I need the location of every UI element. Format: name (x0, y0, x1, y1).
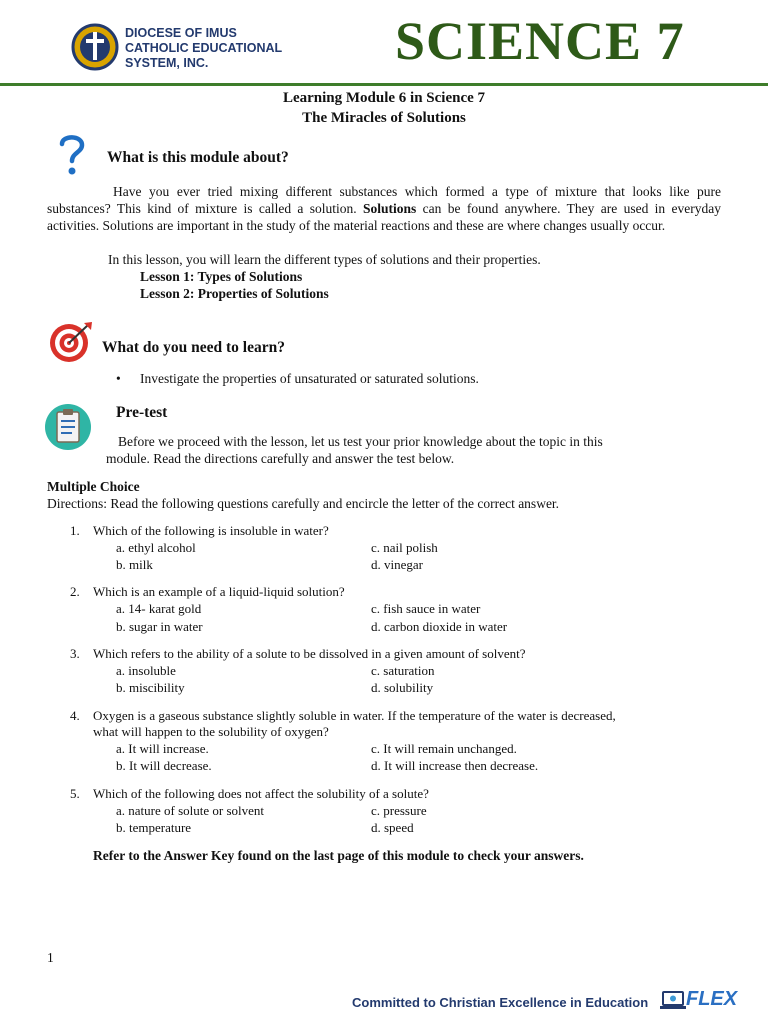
lesson-2: Lesson 2: Properties of Solutions (140, 286, 329, 301)
choice-a: a. ethyl alcohol (116, 540, 196, 555)
about-text-a: Have you ever tried mixing different substances which formed a type of mixture that looks like pure substances? This kind of mixture is called a solution. (47, 184, 721, 216)
question-number: 5. (70, 786, 80, 801)
choice-a: a. It will increase. (116, 741, 209, 756)
choice-b: b. milk (116, 557, 153, 572)
question-number: 3. (70, 646, 80, 661)
flex-logo-text: FLEX (686, 988, 738, 1010)
pretest-heading: Pre-test (116, 404, 168, 421)
question-mark-icon (58, 132, 86, 178)
org-line-1: DIOCESE OF IMUS (125, 26, 237, 40)
org-line-2: CATHOLIC EDUCATIONAL (125, 41, 283, 55)
question-text: Which of the following is insoluble in water? (93, 523, 329, 538)
org-line-3: SYSTEM, INC. (125, 56, 209, 70)
organization-name (125, 26, 282, 71)
choice-c: c. saturation (371, 663, 435, 678)
lesson-1: Lesson 1: Types of Solutions (140, 269, 303, 284)
header-divider (0, 83, 768, 86)
choice-b: b. sugar in water (116, 619, 203, 634)
diocese-seal-icon (70, 22, 120, 72)
learn-bullet: Investigate the properties of unsaturated or saturated solutions. (140, 371, 479, 386)
lesson-intro: In this lesson, you will learn the different types of solutions and their properties. (108, 252, 541, 267)
multiple-choice-label: Multiple Choice (47, 479, 140, 494)
subject-title: SCIENCE 7 (395, 11, 685, 71)
question-number: 4. (70, 708, 80, 723)
about-text-bold: Solutions (363, 201, 417, 216)
about-heading: What is this module about? (107, 149, 289, 166)
module-title: Learning Module 6 in Science 7 (282, 90, 486, 106)
choice-c: c. fish sauce in water (371, 601, 481, 616)
choice-d: d. It will increase then decrease. (371, 758, 539, 773)
question-text-continued: what will happen to the solubility of oxygen? (93, 724, 329, 739)
question-text: Which refers to the ability of a solute to be dissolved in a given amount of solvent? (93, 646, 526, 661)
choice-c: c. pressure (371, 803, 427, 818)
choice-b: b. miscibility (116, 680, 185, 695)
choice-d: d. solubility (371, 680, 434, 695)
choice-b: b. It will decrease. (116, 758, 212, 773)
question-text: Which is an example of a liquid-liquid solution? (93, 584, 345, 599)
pretest-intro-line-2: module. Read the directions carefully and answer the test below. (106, 451, 455, 466)
choice-c: c. It will remain unchanged. (371, 741, 517, 756)
module-subtitle: The Miracles of Solutions (302, 110, 466, 126)
directions: Directions: Read the following questions carefully and encircle the letter of the correct answer. (47, 496, 560, 511)
choice-b: b. temperature (116, 820, 192, 835)
choice-a: a. 14- karat gold (116, 601, 202, 616)
about-paragraph (47, 183, 721, 234)
page-number: 1 (47, 950, 54, 965)
about-text-b: can be found anywhere. They are used in everyday activities. Solutions are important in the study of the material reactions and these are where changes usually occur. (47, 201, 721, 233)
footer-tagline: Committed to Christian Excellence in Education (352, 995, 649, 1010)
question-number: 1. (70, 523, 80, 538)
choice-d: d. vinegar (371, 557, 423, 572)
question-text: Oxygen is a gaseous substance slightly soluble in water. If the temperature of the water is decreased, (93, 708, 616, 723)
question-number: 2. (70, 584, 80, 599)
question-text: Which of the following does not affect the solubility of a solute? (93, 786, 429, 801)
learn-bullet-dot: • (116, 371, 121, 386)
learn-heading: What do you need to learn? (102, 339, 285, 356)
choice-a: a. nature of solute or solvent (116, 803, 265, 818)
choice-d: d. carbon dioxide in water (371, 619, 508, 634)
choice-c: c. nail polish (371, 540, 438, 555)
answer-key-note: Refer to the Answer Key found on the last page of this module to check your answers. (93, 848, 584, 863)
choice-d: d. speed (371, 820, 414, 835)
pretest-intro-line-1: Before we proceed with the lesson, let us test your prior knowledge about the topic in this (118, 434, 603, 449)
clipboard-icon (44, 403, 92, 451)
target-icon (48, 320, 94, 364)
flex-logo (660, 986, 744, 1016)
laptop-icon (660, 990, 686, 1012)
choice-a: a. insoluble (116, 663, 176, 678)
